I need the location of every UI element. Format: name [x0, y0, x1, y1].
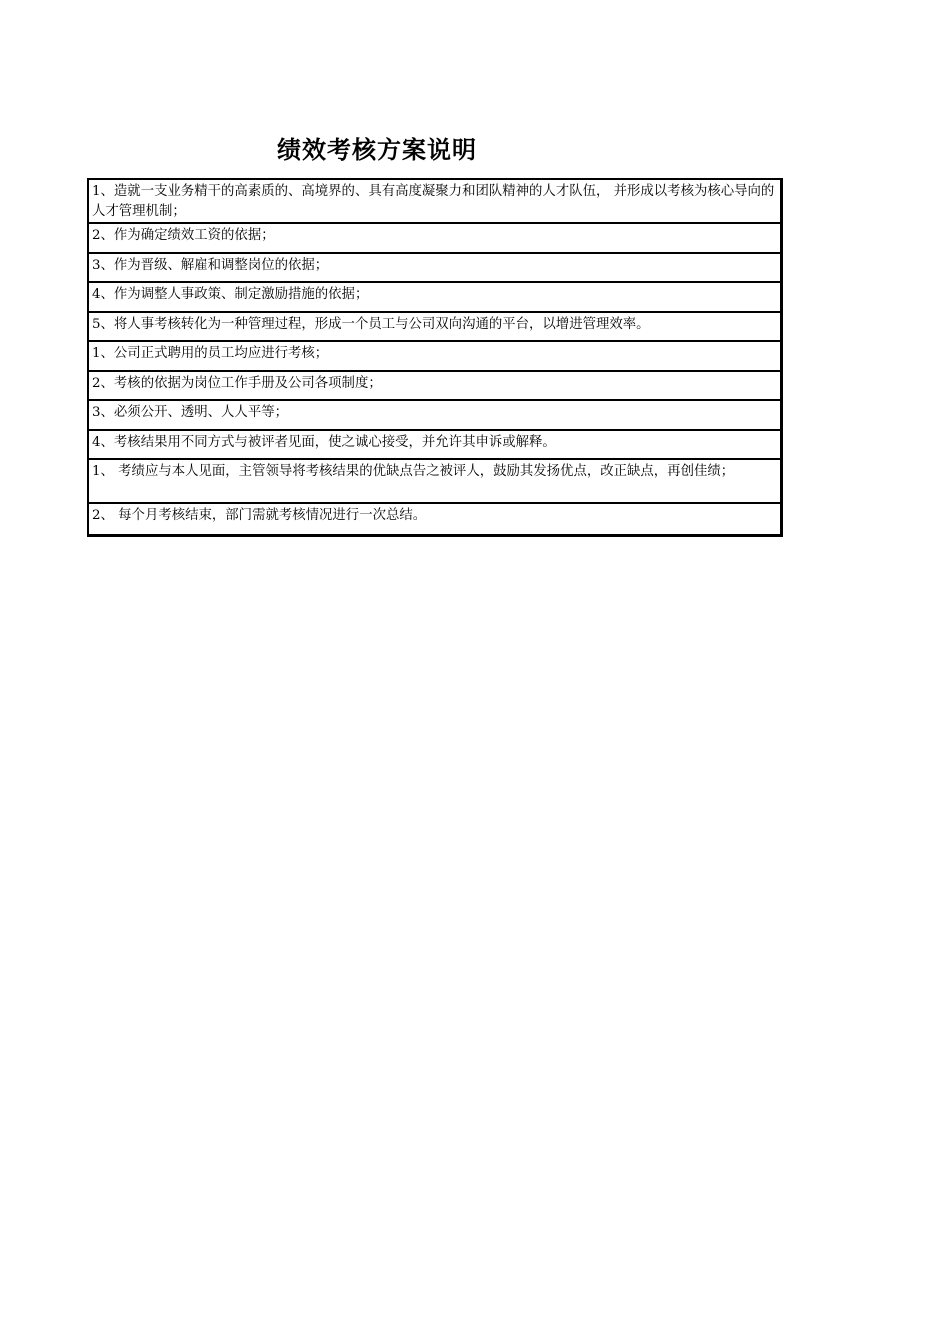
table-row: 5、将人事考核转化为一种管理过程，形成一个员工与公司双向沟通的平台，以增进管理效率。	[89, 313, 780, 343]
table-row: 1、 考绩应与本人见面，主管领导将考核结果的优缺点告之被评人，鼓励其发扬优点，改正缺点，再创佳绩；	[89, 460, 780, 504]
table-row: 2、考核的依据为岗位工作手册及公司各项制度；	[89, 372, 780, 402]
table-row: 3、必须公开、透明、人人平等；	[89, 401, 780, 431]
table-row: 3、作为晋级、解雇和调整岗位的依据；	[89, 254, 780, 284]
table-row: 4、作为调整人事政策、制定激励措施的依据；	[89, 283, 780, 313]
content-table	[87, 178, 783, 537]
table-row: 4、考核结果用不同方式与被评者见面，使之诚心接受，并允许其申诉或解释。	[89, 431, 780, 461]
table-row: 1、造就一支业务精干的高素质的、高境界的、具有高度凝聚力和团队精神的人才队伍， 并形成以考核为核心导向的人才管理机制；	[89, 180, 780, 224]
page-title: 绩效考核方案说明	[277, 136, 477, 164]
table-row: 2、 每个月考核结束，部门需就考核情况进行一次总结。	[92, 508, 427, 523]
table-row: 1、公司正式聘用的员工均应进行考核；	[89, 342, 780, 372]
table-row: 2、作为确定绩效工资的依据；	[89, 224, 780, 254]
